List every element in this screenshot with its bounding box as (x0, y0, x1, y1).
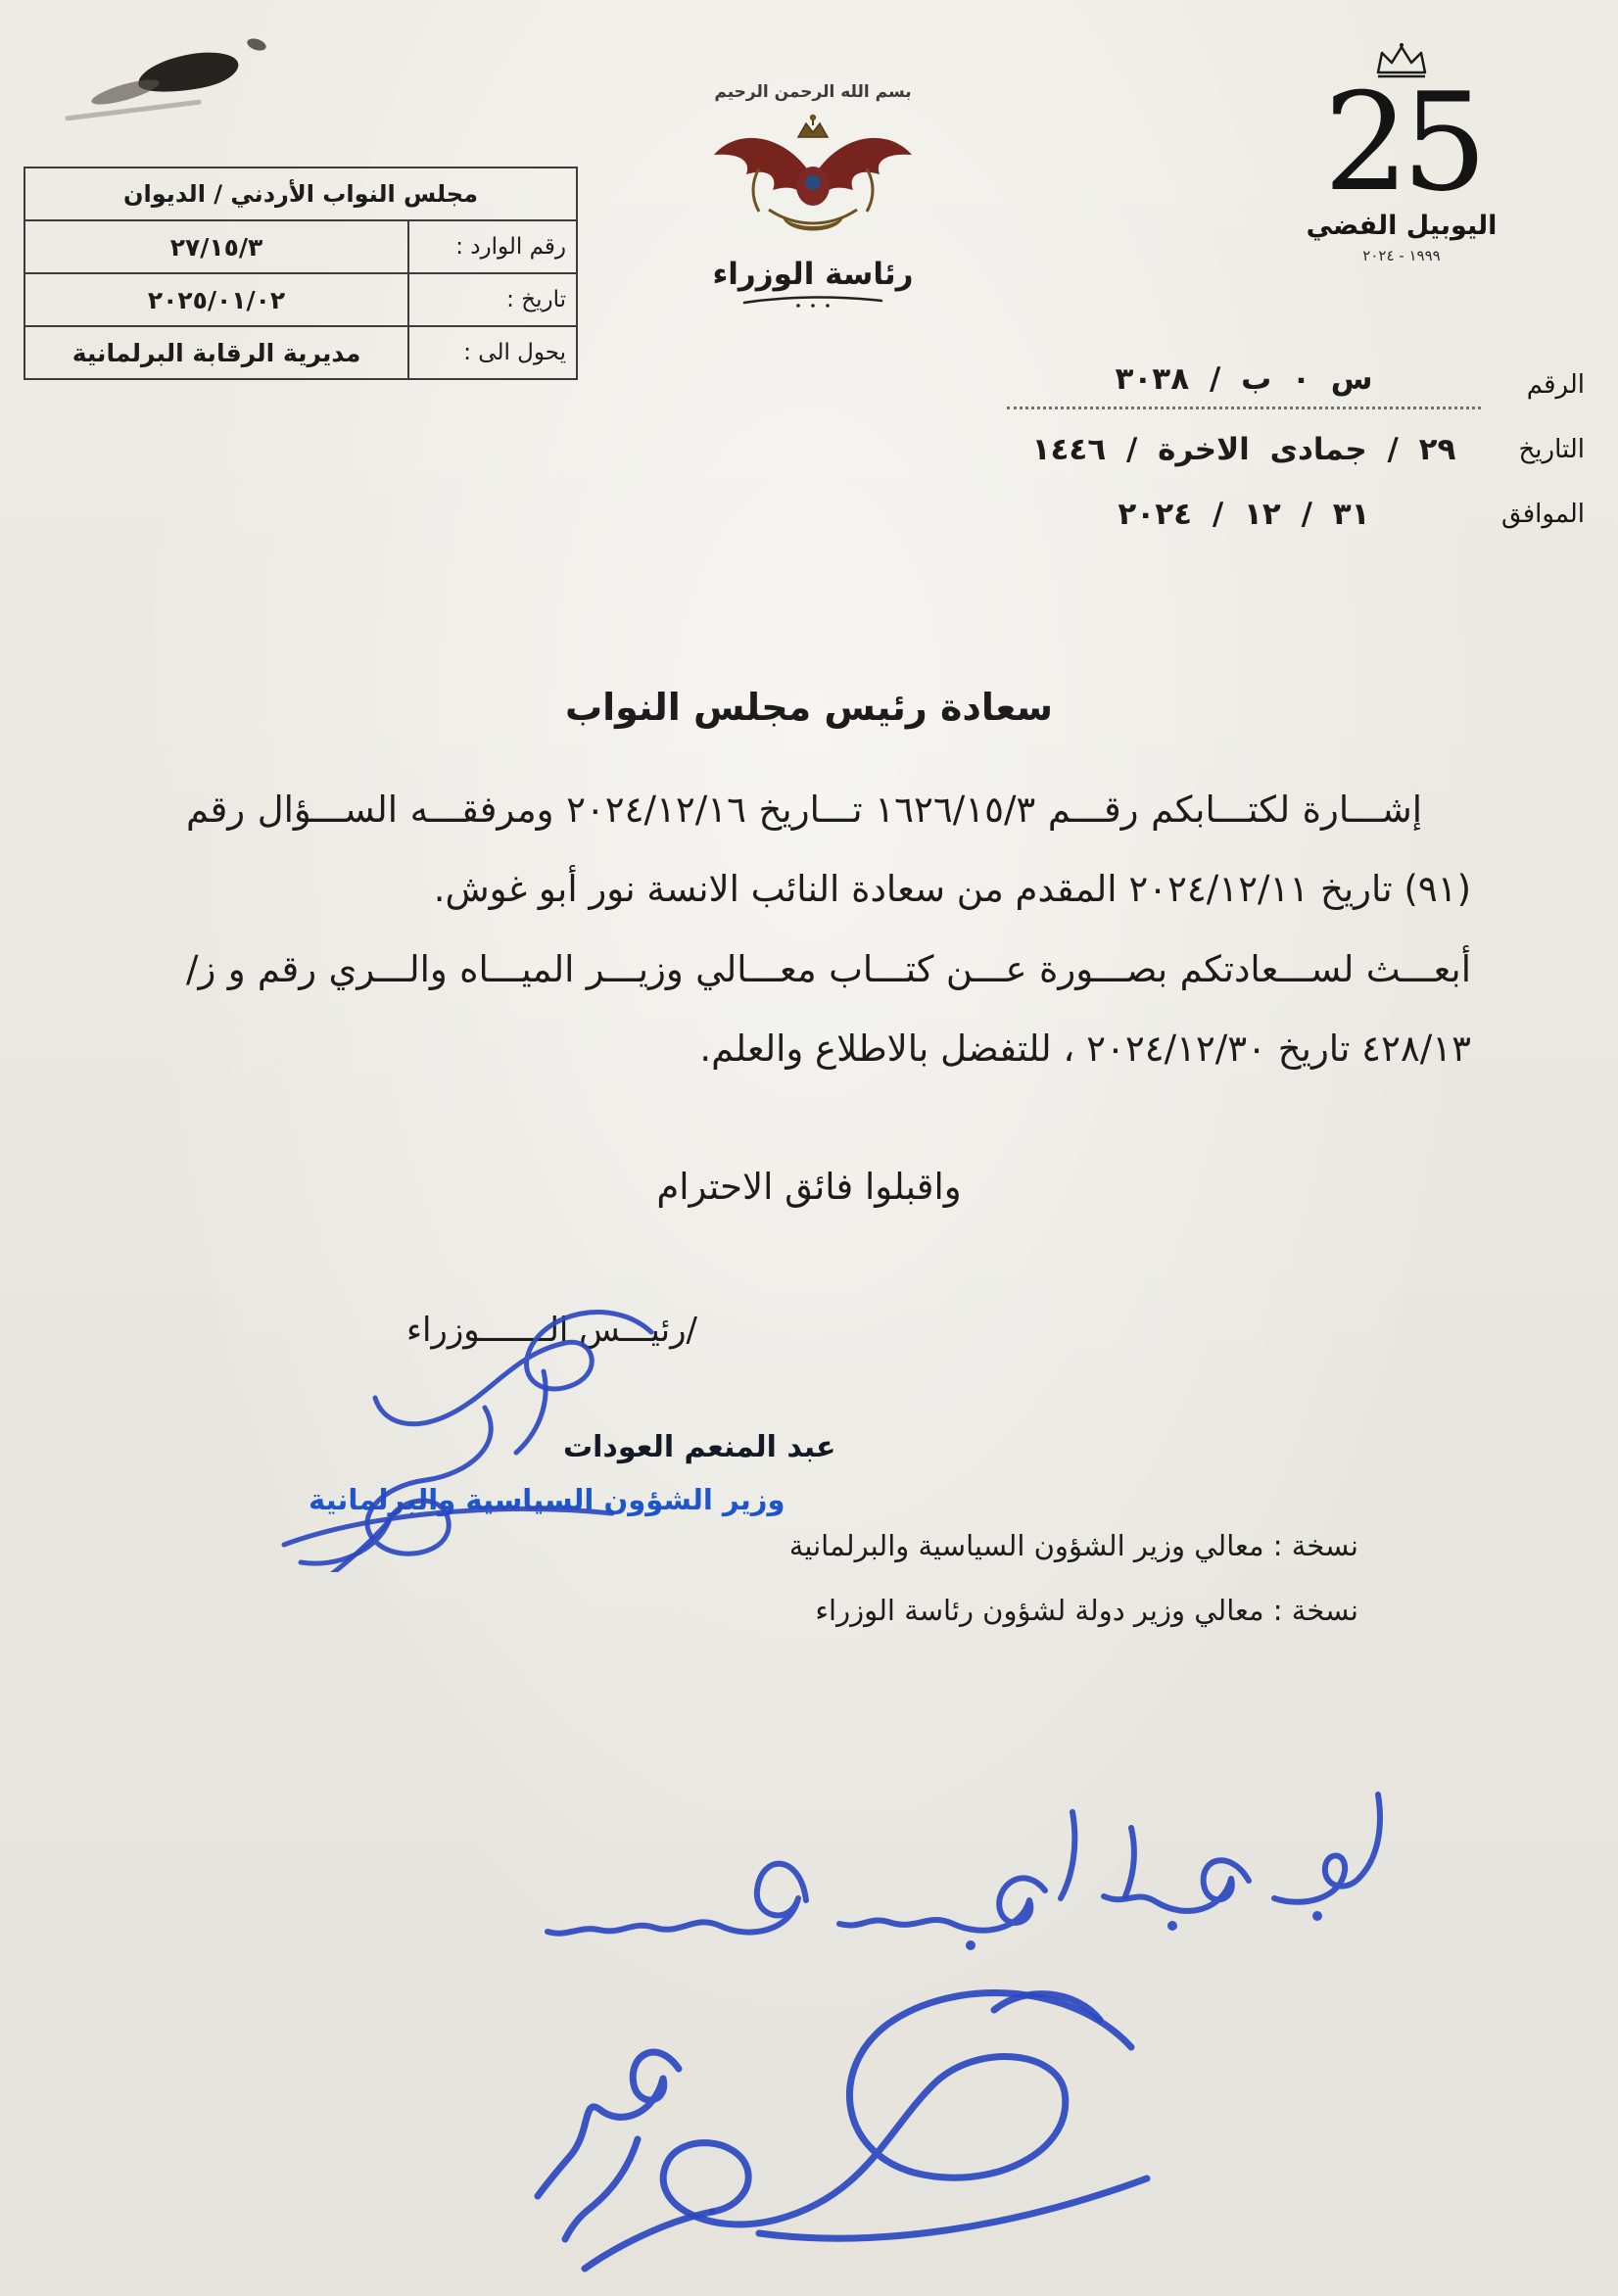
coat-of-arms-icon (700, 104, 926, 251)
signer-position: وزير الشؤون السياسية والبرلمانية (309, 1483, 785, 1516)
scan-artifact (246, 36, 267, 53)
ref-hijri-date-label: التاريخ (1518, 435, 1585, 464)
ref-hijri-date-value: ٢٩ / جمادى الاخرة / ١٤٤٦ (1031, 432, 1456, 467)
ref-gregorian-date-value: ٣١ / ١٢ / ٢٠٢٤ (1118, 497, 1370, 532)
pm-signature-ink (191, 1278, 700, 1572)
ref-gregorian-date-row (1007, 490, 1585, 539)
copy-lines (789, 1513, 1358, 1643)
ref-number-value: س ٠ ب / ٣٠٣٨ (1007, 361, 1481, 409)
body-paragraph: أبعـــث لســـعادتكم بصـــورة عـــن كتـــاب معـــالي وزيـــر الميـــاه والـــري رقم و ز/٤٢٨/١٣ تاريخ ٢٠٢٤/١٢/٣٠ ، للتفضل بالاطلاع والعلم. (186, 947, 1471, 1071)
stamp-incoming-number-value: ٢٧/١٥/٣ (169, 232, 263, 262)
referral-signature-ink (538, 1993, 1147, 2269)
stamp-forward-label: يحول الى : (407, 327, 576, 378)
jubilee-title: اليوبيل الفضي (1306, 210, 1498, 241)
ref-hijri-date-row (1007, 425, 1585, 474)
letter-body (186, 770, 1471, 1089)
scan-artifact (89, 74, 162, 109)
ref-number-row (1007, 360, 1585, 409)
signer-name: عبد المنعم العودات (563, 1430, 836, 1464)
body-paragraph: إشـــارة لكتـــابكم رقـــم ١٦٢٦/١٥/٣ تـــاريخ ٢٠٢٤/١٢/١٦ ومرفقـــه الســـؤال رقم (٩١) تاريخ ٢٠٢٤/١٢/١١ المقدم من سعادة النائب الانسة نور أبو غوش. (186, 789, 1471, 911)
prime-ministry-title: رئاسة الوزراء (712, 257, 914, 292)
calligraphy-flourish-icon (739, 294, 886, 308)
jubilee-years: ١٩٩٩ - ٢٠٢٤ (1362, 246, 1441, 264)
signer-title: /رئيـــس الـــــــوزراء (406, 1311, 698, 1350)
closing-phrase: واقبلوا فائق الاحترام (656, 1166, 962, 1208)
scan-artifact (135, 46, 242, 99)
stamp-date-label: تاريخ : (407, 274, 576, 325)
jubilee-number: 25 (1323, 64, 1480, 221)
handwritten-annotations (446, 1744, 1445, 2292)
stamp-date-value: ٢٠٢٥/٠١/٠٢ (147, 285, 286, 314)
handwritten-note-ink (547, 1794, 1380, 1950)
stamp-header: مجلس النواب الأردني / الديوان (25, 168, 576, 221)
stamp-forward-value: مديرية الرقابة البرلمانية (71, 338, 361, 367)
bismillah-text: بسم الله الرحمن الرحيم (714, 82, 912, 102)
stamp-incoming-number-label: رقم الوارد : (407, 221, 576, 272)
scan-artifact (65, 99, 202, 120)
jubilee-logo (1279, 41, 1524, 264)
copy-line: نسخة : معالي وزير دولة لشؤون رئاسة الوزراء (815, 1594, 1358, 1628)
ref-number-label: الرقم (1526, 370, 1585, 400)
copy-line: نسخة : معالي وزير الشؤون السياسية والبرلمانية (788, 1529, 1358, 1562)
reference-block (1007, 360, 1585, 554)
stamp-row (25, 221, 576, 274)
stamp-row (25, 327, 576, 378)
received-stamp-box (24, 167, 578, 380)
ref-gregorian-date-label: الموافق (1501, 500, 1585, 529)
salutation: سعادة رئيس مجلس النواب (564, 686, 1054, 729)
letterhead-center (686, 82, 940, 311)
stamp-row (25, 274, 576, 327)
